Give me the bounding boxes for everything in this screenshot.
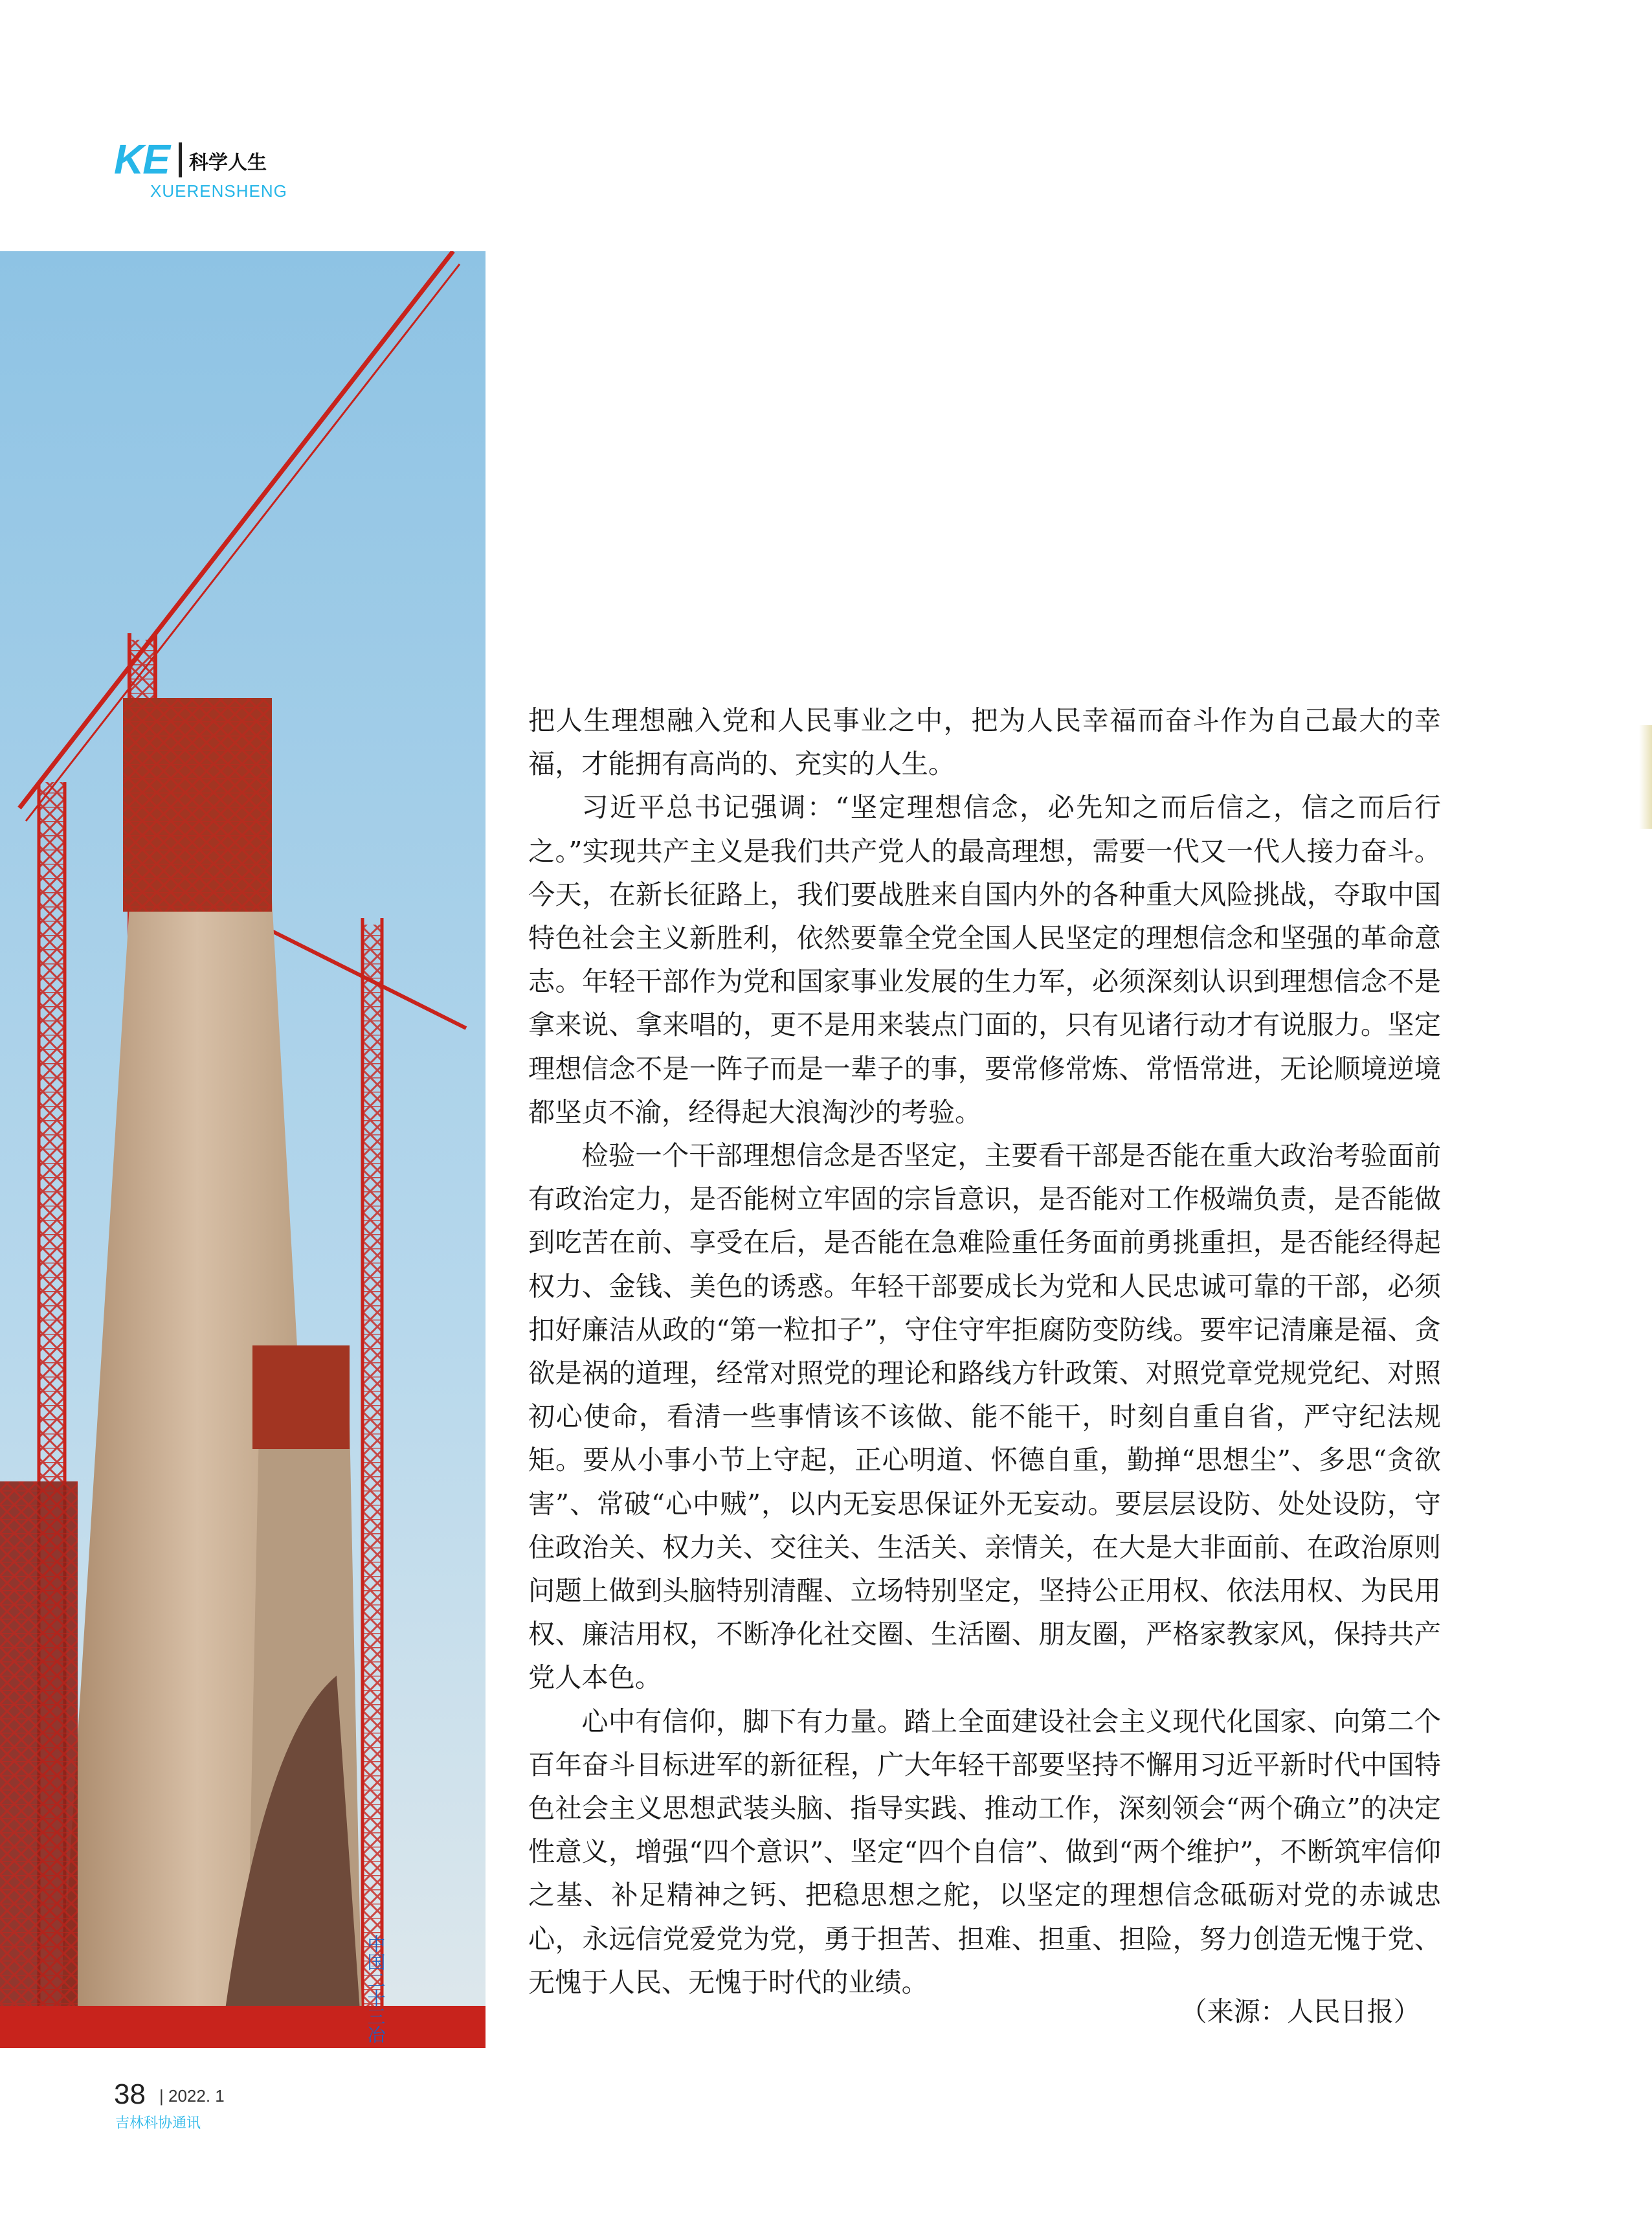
construction-photo (0, 251, 486, 2048)
article-body (528, 699, 1441, 2005)
page-number: 38 (114, 2078, 146, 2110)
issue-date: | 2022. 1 (159, 2086, 225, 2106)
logo-divider (179, 142, 182, 177)
article-paragraph: 习近平总书记强调：“坚定理想信念，必先知之而后信之，信之而后行之。”实现共产主义是我们共产党人的最高理想，需要一代又一代人接力奋斗。今天，在新长征路上，我们要战胜来自国内外的各种重大风险挑战，夺取中国特色社会主义新胜利，依然要靠全党全国人民坚定的理想信念和坚强的革命意志。年轻干部作为党和国家事业发展的生力军，必须深刻认识到理想信念不是拿来说、拿来唱的，更不是用来装点门面的，只有见诸行动才有说服力。坚定理想信念不是一阵子而是一辈子的事，要常修常炼、常悟常进，无论顺境逆境都坚贞不渝，经得起大浪淘沙的考验。 (528, 792, 1441, 1128)
article-paragraph: 把人生理想融入党和人民事业之中，把为人民幸福而奋斗作为自己最大的幸福，才能拥有高尚的、充实的人生。 (528, 705, 1441, 780)
edge-illustration (1639, 725, 1652, 829)
magazine-name: 吉林科协通讯 (115, 2115, 201, 2131)
article-paragraph: 心中有信仰，脚下有力量。踏上全面建设社会主义现代化国家、向第二个百年奋斗目标进军的新征程，广大年轻干部要坚持不懈用习近平新时代中国特色社会主义思想武装头脑、指导实践、推动工作，深刻领会“两个确立”的决定性意义，增强“四个意识”、坚定“四个自信”、做到“两个维护”，不断筑牢信仰之基、补足精神之钙、把稳思想之舵，以坚定的理想信念砥砺对党的赤诚忠心，永远信党爱党为党，勇于担苦、担难、担重、担险，努力创造无愧于党、无愧于人民、无愧于时代的业绩。 (528, 1705, 1441, 1998)
section-pinyin: XUERENSHENG (150, 181, 287, 201)
tower-sign-text: 中国二十三冶 (364, 1935, 386, 2043)
article-paragraph: 检验一个干部理想信念是否坚定，主要看干部是否能在重大政治考验面前有政治定力，是否能树立牢固的宗旨意识，是否能对工作极端负责，是否能做到吃苦在前、享受在后，是否能在急难险重任务面前勇挑重担，是否能经得起权力、金钱、美色的诱惑。年轻干部要成长为党和人民忠诚可靠的干部，必须扣好廉洁从政的“第一粒扣子”，守住守牢拒腐防变防线。要牢记清廉是福、贪欲是祸的道理，经常对照党的理论和路线方针政策、对照党章党规党纪、对照初心使命，看清一些事情该不该做、能不能干，时刻自重自省，严守纪法规矩。要从小事小节上守起，正心明道、怀德自重，勤掸“思想尘”、多思“贪欲害”、常破“心中贼”，以内无妄思保证外无妄动。要层层设防、处处设防，守住政治关、权力关、交往关、生活关、亲情关，在大是大非面前、在政治原则问题上做到头脑特别清醒、立场特别坚定，坚持公正用权、依法用权、为民用权、廉洁用权，不断净化社交圈、生活圈、朋友圈，严格家教家风，保持共产党人本色。 (528, 1140, 1441, 1694)
article-source: （来源：人民日报） (1180, 1996, 1420, 2027)
magazine-logo: KE (114, 136, 169, 183)
section-title: 科学人生 (189, 152, 267, 174)
